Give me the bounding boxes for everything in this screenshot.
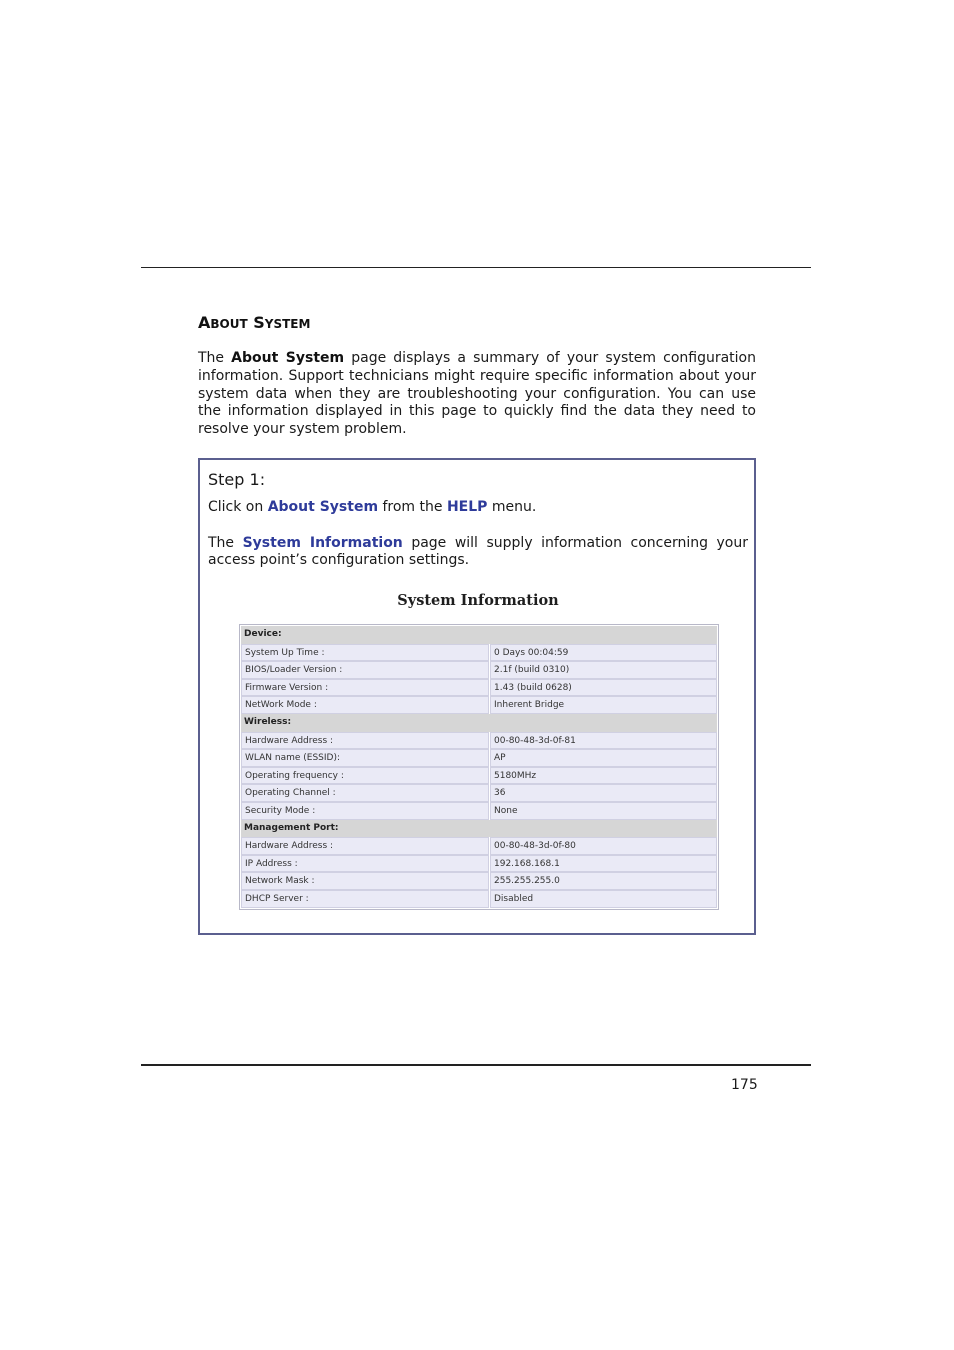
table-row xyxy=(241,837,717,855)
field-label: BIOS/Loader Version : xyxy=(241,661,489,679)
step-instruction-2 xyxy=(208,535,748,569)
field-label: NetWork Mode : xyxy=(241,696,489,714)
table-row xyxy=(241,802,717,820)
field-value: 00-80-48-3d-0f-80 xyxy=(490,837,717,855)
table-row xyxy=(241,890,717,908)
title-rest-system: YSTEM xyxy=(264,317,311,331)
intro-bold-about-system: About System xyxy=(231,350,345,366)
field-value: None xyxy=(490,802,717,820)
table-row xyxy=(241,696,717,714)
step2-post: page will supply information concerning your access point’s configuration settings. xyxy=(208,535,748,568)
intro-post: page displays a summary of your system configuration information. Support technicians might require specific information about your system data when they are troubleshooting your configuration. You can use the information displayed in this page to quickly find the data they need to resolve your system problem. xyxy=(198,350,756,438)
field-label: Hardware Address : xyxy=(241,837,489,855)
step1-post: menu. xyxy=(487,499,537,515)
field-value: 1.43 (build 0628) xyxy=(490,679,717,697)
field-value: 2.1f (build 0310) xyxy=(490,661,717,679)
screenshot-title: System Information xyxy=(397,592,559,609)
table-section-row xyxy=(241,820,717,838)
field-label: WLAN name (ESSID): xyxy=(241,749,489,767)
field-value: Disabled xyxy=(490,890,717,908)
field-label: Hardware Address : xyxy=(241,732,489,750)
field-value: AP xyxy=(490,749,717,767)
table-row xyxy=(241,784,717,802)
field-label: IP Address : xyxy=(241,855,489,873)
about-system-keyword: About System xyxy=(267,499,379,515)
field-label: Firmware Version : xyxy=(241,679,489,697)
table-row xyxy=(241,644,717,662)
field-value: 0 Days 00:04:59 xyxy=(490,644,717,662)
step1-pre: Click on xyxy=(208,499,268,515)
intro-pre: The xyxy=(198,350,232,366)
table-row xyxy=(241,767,717,785)
table-row xyxy=(241,872,717,890)
title-initial-s: S xyxy=(253,313,265,332)
field-value: 192.168.168.1 xyxy=(490,855,717,873)
field-value: 00-80-48-3d-0f-81 xyxy=(490,732,717,750)
header-rule xyxy=(141,267,811,268)
help-keyword: HELP xyxy=(446,499,488,515)
table-section-row xyxy=(241,714,717,732)
field-value: 36 xyxy=(490,784,717,802)
field-value: Inherent Bridge xyxy=(490,696,717,714)
field-label: DHCP Server : xyxy=(241,890,489,908)
step1-mid: from the xyxy=(378,499,447,515)
step-box xyxy=(198,458,756,935)
field-label: System Up Time : xyxy=(241,644,489,662)
intro-paragraph xyxy=(198,350,756,439)
field-value: 255.255.255.0 xyxy=(490,872,717,890)
system-information-screenshot xyxy=(234,588,722,912)
system-information-keyword: System Information xyxy=(242,535,403,551)
section-label: Wireless: xyxy=(244,716,292,727)
page-number: 175 xyxy=(731,1077,758,1093)
table-row xyxy=(241,855,717,873)
table-row xyxy=(241,661,717,679)
section-label: Management Port: xyxy=(244,822,339,833)
footer-rule xyxy=(141,1064,811,1066)
title-initial-a: A xyxy=(198,313,211,332)
field-label: Operating frequency : xyxy=(241,767,489,785)
field-label: Network Mask : xyxy=(241,872,489,890)
step-instruction-1 xyxy=(208,499,748,516)
table-section-row xyxy=(241,626,717,644)
table-row xyxy=(241,732,717,750)
step-title: Step 1: xyxy=(208,470,266,489)
table-row xyxy=(241,679,717,697)
system-information-table xyxy=(239,624,719,910)
field-label: Security Mode : xyxy=(241,802,489,820)
step2-pre: The xyxy=(208,535,243,551)
field-value: 5180MHz xyxy=(490,767,717,785)
title-rest-about: BOUT xyxy=(210,317,248,331)
field-label: Operating Channel : xyxy=(241,784,489,802)
section-title xyxy=(198,313,310,332)
table-row xyxy=(241,749,717,767)
section-label: Device: xyxy=(244,629,282,639)
